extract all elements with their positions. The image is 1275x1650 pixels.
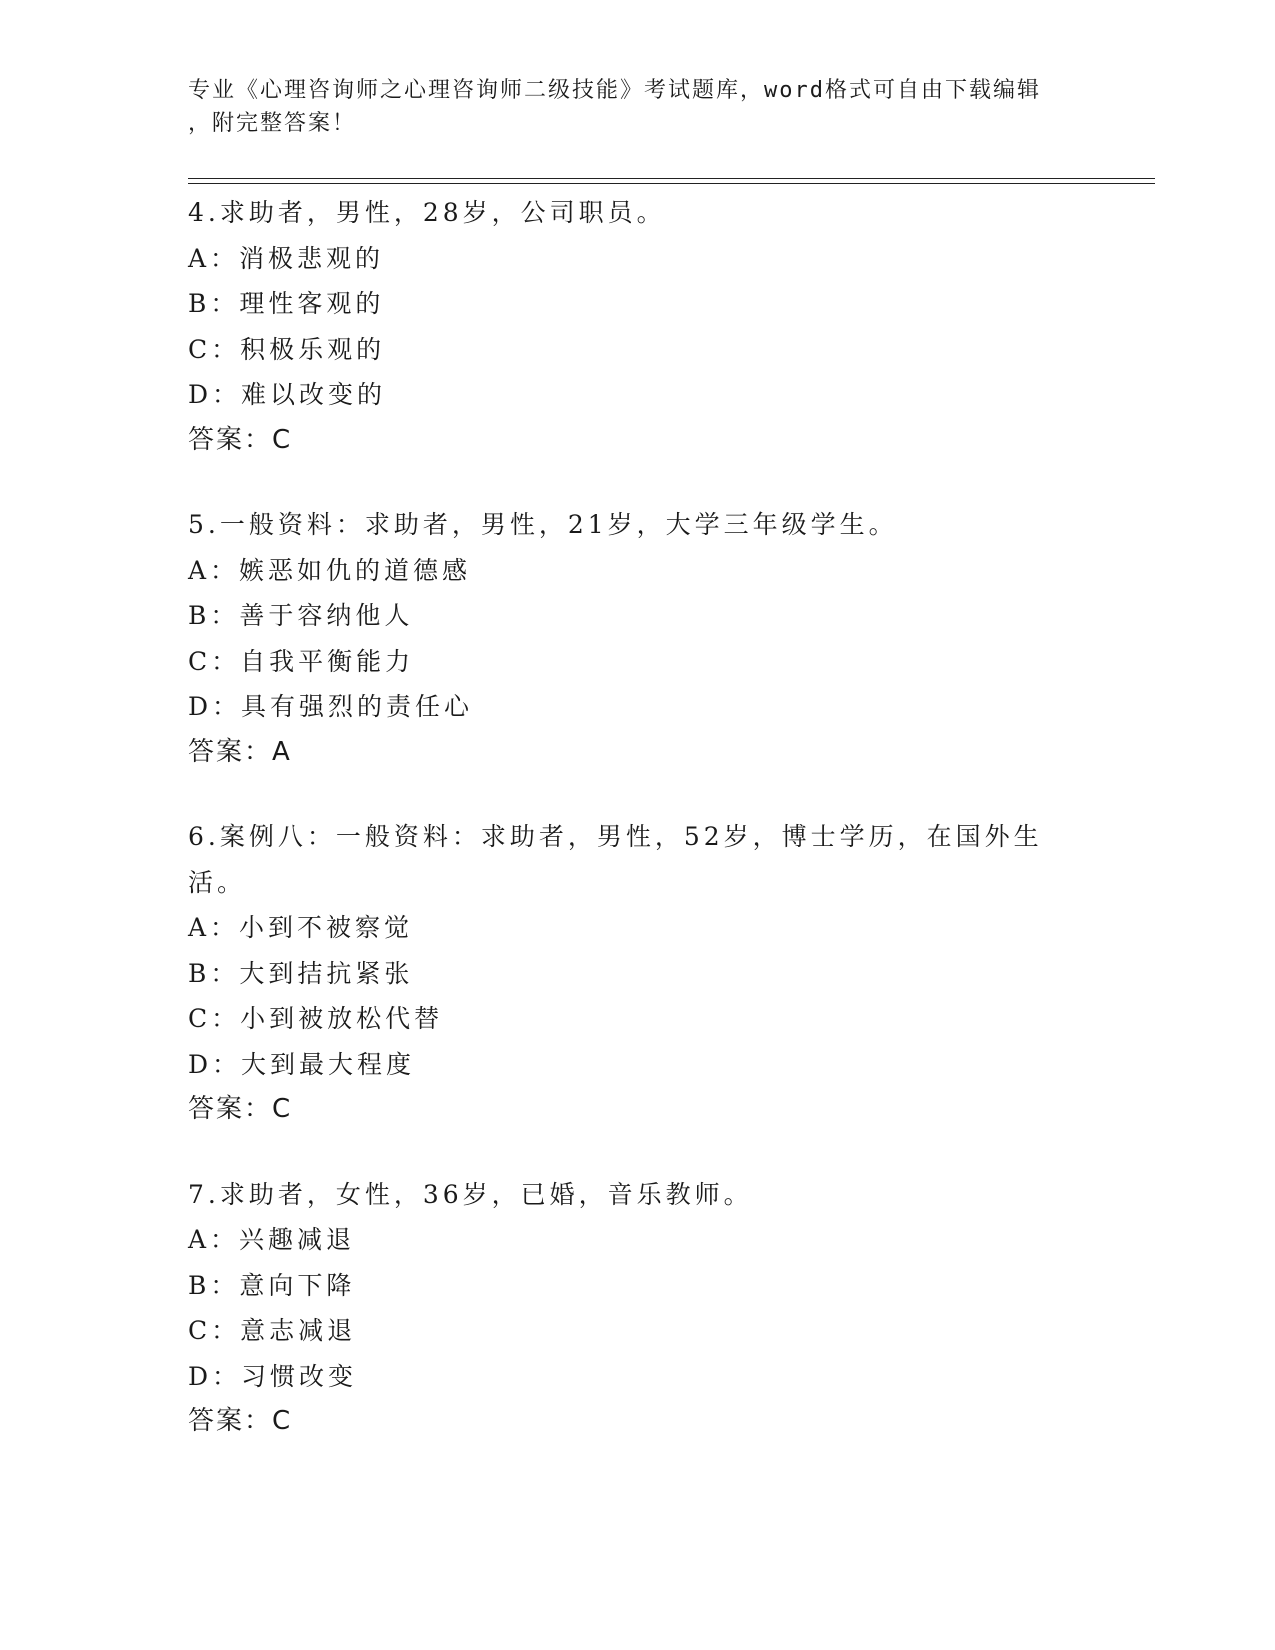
option-a: A：消极悲观的 (188, 243, 385, 273)
option-d: D：大到最大程度 (188, 1049, 416, 1079)
option-d: D：具有强烈的责任心 (188, 692, 474, 721)
question-stem: 6.案例八：一般资料：求助者，男性，52岁，博士学历，在国外生活。 (188, 822, 1043, 897)
option-d: D：难以改变的 (188, 380, 387, 409)
option-b: B：大到拮抗紧张 (188, 958, 414, 988)
header-line-1: 专业《心理咨询师之心理咨询师二级技能》考试题库，word格式可自由下载编辑 (188, 78, 1041, 103)
option-a: A：小到不被察觉 (188, 913, 414, 942)
question-stem: 7.求助者，女性，36岁，已婚，音乐教师。 (188, 1179, 753, 1209)
option-c: C：自我平衡能力 (188, 646, 415, 676)
document-header (188, 74, 1078, 140)
answer-label: 答案：A (188, 736, 292, 767)
option-b: B：善于容纳他人 (188, 601, 414, 630)
option-a: A：兴趣减退 (188, 1225, 356, 1254)
question-stem: 4.求助者，男性，28岁，公司职员。 (188, 198, 666, 227)
header-line-2: ，附完整答案！ (188, 111, 357, 136)
answer-label: 答案：C (188, 424, 293, 455)
header-divider (188, 178, 1155, 184)
option-d: D：习惯改变 (188, 1361, 358, 1391)
option-b: B：理性客观的 (188, 289, 385, 318)
option-c: C：积极乐观的 (188, 334, 386, 364)
answer-label: 答案：C (188, 1406, 293, 1436)
question-stem: 5.一般资料：求助者，男性，21岁，大学三年级学生。 (188, 510, 898, 539)
option-c: C：小到被放松代替 (188, 1004, 444, 1033)
question-list (188, 190, 1088, 1484)
question-6 (188, 814, 1088, 1133)
option-c: C：意志减退 (188, 1316, 357, 1345)
answer-label: 答案：C (188, 1094, 293, 1124)
option-b: B：意向下降 (188, 1270, 356, 1300)
option-a: A：嫉恶如仇的道德感 (188, 555, 472, 585)
question-5 (188, 502, 1088, 775)
question-7 (188, 1172, 1088, 1445)
question-4 (188, 190, 1088, 463)
